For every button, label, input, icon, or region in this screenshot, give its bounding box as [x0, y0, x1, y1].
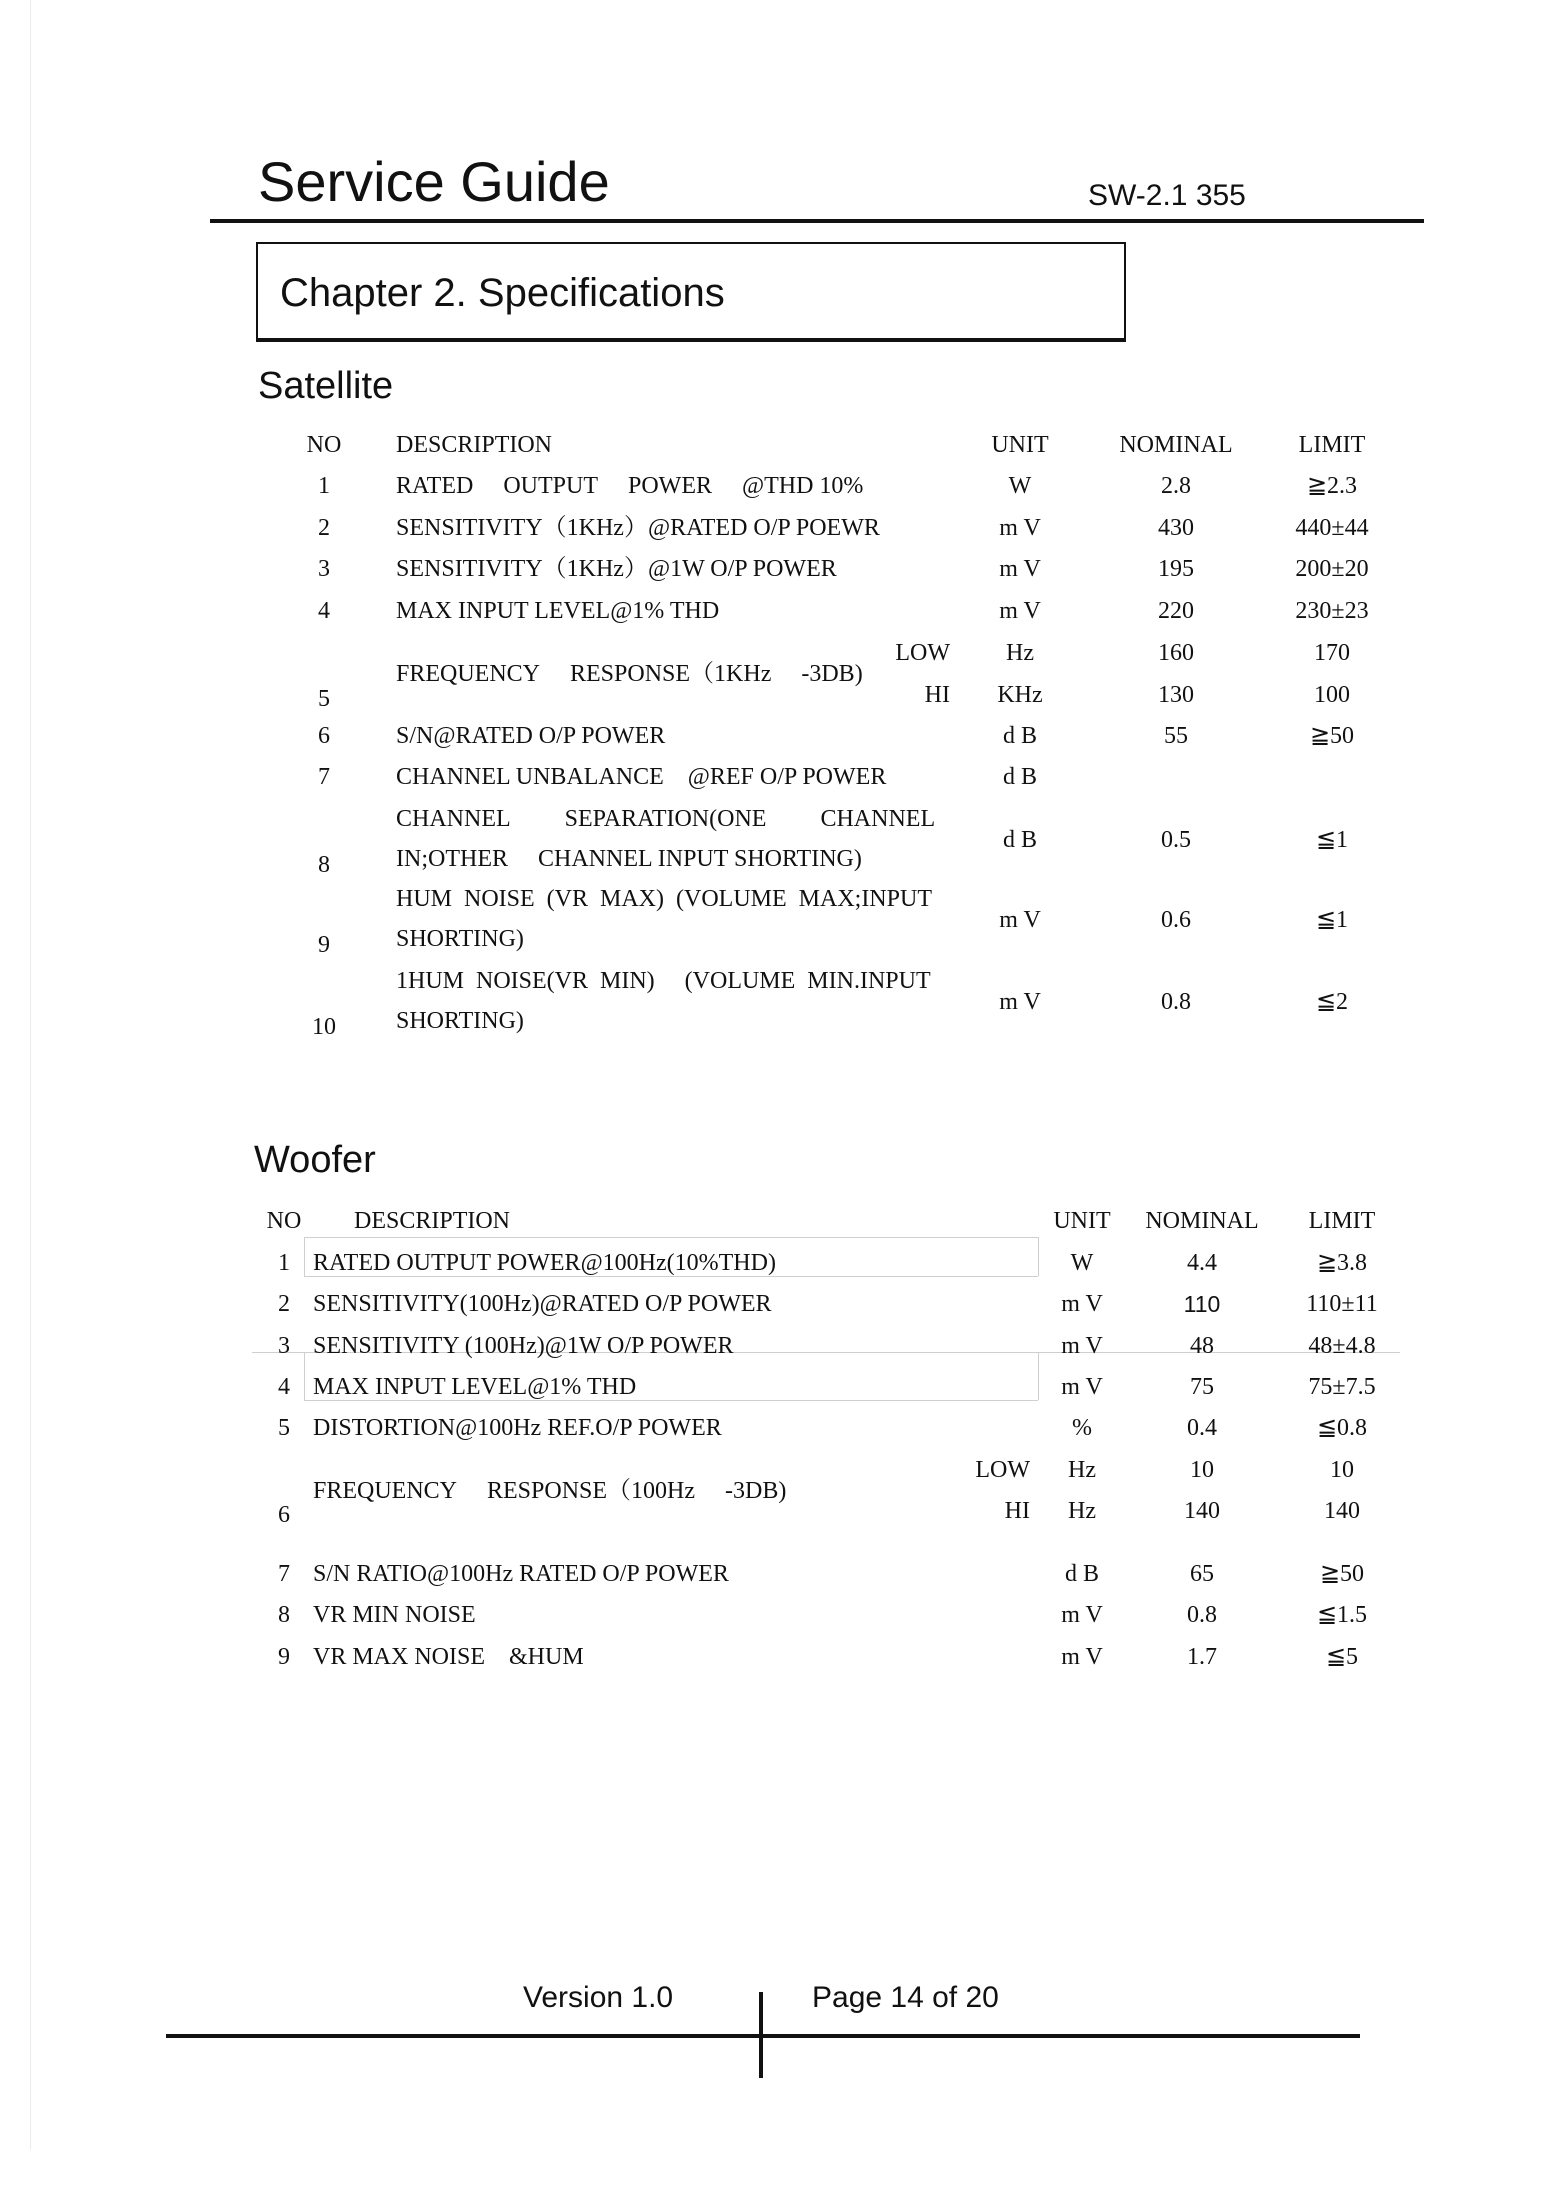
row-description: FREQUENCY RESPONSE（100Hz -3DB)	[313, 1478, 787, 1504]
row-number: 3	[318, 556, 330, 582]
row-number: 2	[278, 1291, 290, 1317]
footer-rule	[166, 2034, 1360, 2038]
nominal-cell: 75	[1190, 1374, 1214, 1400]
nominal-cell: 10	[1190, 1457, 1214, 1483]
nominal-cell: 0.8	[1161, 989, 1191, 1015]
row-number: 8	[278, 1602, 290, 1628]
column-header-description: DESCRIPTION	[354, 1208, 511, 1234]
nominal-cell: 48	[1190, 1333, 1214, 1359]
woofer-section-title: Woofer	[254, 1139, 376, 1181]
row-number: 2	[318, 515, 330, 541]
unit-cell: m V	[999, 556, 1041, 582]
row-number: 5	[318, 686, 330, 712]
row-number: 6	[278, 1502, 290, 1528]
row-description: VR MAX NOISE &HUM	[313, 1644, 584, 1670]
nominal-cell: 0.4	[1187, 1415, 1217, 1441]
column-header-nominal: NOMINAL	[1145, 1208, 1259, 1234]
nominal-cell: 4.4	[1187, 1250, 1217, 1276]
unit-cell: KHz	[997, 682, 1043, 708]
row-number: 7	[278, 1561, 290, 1587]
unit-cell: %	[1072, 1415, 1092, 1441]
limit-cell: ≦1.5	[1316, 1602, 1368, 1628]
unit-cell: Hz	[1068, 1457, 1096, 1483]
row-description-line2: SHORTING)	[396, 1008, 524, 1034]
unit-cell: d B	[1064, 1561, 1100, 1587]
row-description: SENSITIVITY（1KHz）@RATED O/P POEWR	[396, 515, 880, 541]
nominal-cell: 65	[1190, 1561, 1214, 1587]
row-description: SENSITIVITY(100Hz)@RATED O/P POWER	[313, 1291, 772, 1317]
band-label-hi: HI	[1004, 1498, 1030, 1524]
row-description-line2: SHORTING)	[396, 926, 524, 952]
nominal-cell: 0.8	[1187, 1602, 1217, 1628]
limit-cell: ≧50	[1319, 1561, 1365, 1587]
column-header-description: DESCRIPTION	[396, 432, 553, 458]
unit-cell: m V	[1061, 1602, 1103, 1628]
row-number: 6	[318, 723, 330, 749]
unit-cell: d B	[1002, 764, 1038, 790]
nominal-cell: 130	[1158, 682, 1194, 708]
unit-cell: d B	[1002, 827, 1038, 853]
nominal-cell: 110	[1183, 1291, 1221, 1317]
row-number: 3	[278, 1333, 290, 1359]
unit-cell: m V	[1061, 1374, 1103, 1400]
limit-cell: 100	[1314, 682, 1350, 708]
unit-cell: m V	[999, 598, 1041, 624]
limit-cell: 440±44	[1295, 515, 1369, 541]
row-description: VR MIN NOISE	[313, 1602, 476, 1628]
limit-cell: 110±11	[1306, 1291, 1378, 1317]
document-title: Service Guide	[258, 150, 610, 213]
row-number: 8	[318, 852, 330, 878]
row-number: 7	[318, 764, 330, 790]
chapter-heading-box	[256, 242, 1126, 342]
row-description: RATED OUTPUT POWER @THD 10%	[396, 473, 864, 499]
limit-cell: 200±20	[1295, 556, 1369, 582]
limit-cell: ≧2.3	[1306, 473, 1358, 499]
row-number: 1	[278, 1250, 290, 1276]
unit-cell: m V	[1061, 1644, 1103, 1670]
limit-cell: ≦1	[1315, 827, 1349, 853]
unit-cell: m V	[1061, 1291, 1103, 1317]
column-header-no: NO	[266, 1208, 302, 1234]
nominal-cell: 160	[1158, 640, 1194, 666]
nominal-cell: 195	[1158, 556, 1194, 582]
row-description: FREQUENCY RESPONSE（1KHz -3DB)	[396, 661, 863, 687]
column-header-unit: UNIT	[1053, 1208, 1111, 1234]
limit-cell: ≧3.8	[1316, 1250, 1368, 1276]
unit-cell: Hz	[1068, 1498, 1096, 1524]
row-number: 9	[278, 1644, 290, 1670]
satellite-section-title: Satellite	[258, 365, 394, 407]
row-description-line1: 1HUM NOISE(VR MIN) (VOLUME MIN.INPUT	[396, 968, 931, 994]
row-number: 10	[312, 1014, 336, 1040]
row-number: 9	[318, 932, 330, 958]
row-number: 5	[278, 1415, 290, 1441]
row-description: CHANNEL UNBALANCE @REF O/P POWER	[396, 764, 887, 790]
footer-page-number: Page 14 of 20	[812, 1981, 999, 2014]
row-number: 1	[318, 473, 330, 499]
row-description: SENSITIVITY (100Hz)@1W O/P POWER	[313, 1333, 734, 1359]
nominal-cell: 55	[1164, 723, 1188, 749]
nominal-cell: 0.5	[1161, 827, 1191, 853]
limit-cell: 140	[1324, 1498, 1360, 1524]
unit-cell: Hz	[1006, 640, 1034, 666]
column-header-no: NO	[306, 432, 342, 458]
unit-cell: W	[1008, 473, 1032, 499]
nominal-cell: 1.7	[1187, 1644, 1217, 1670]
nominal-cell: 2.8	[1161, 473, 1191, 499]
limit-cell: ≦0.8	[1316, 1415, 1368, 1441]
band-label-hi: HI	[924, 682, 950, 708]
unit-cell: m V	[1061, 1333, 1103, 1359]
row-description-line1: CHANNEL SEPARATION(ONE CHANNEL	[396, 806, 936, 832]
limit-cell: ≦1	[1315, 907, 1349, 933]
limit-cell: 75±7.5	[1308, 1374, 1376, 1400]
limit-cell: 48±4.8	[1308, 1333, 1376, 1359]
unit-cell: d B	[1002, 723, 1038, 749]
row-description: SENSITIVITY（1KHz）@1W O/P POWER	[396, 556, 837, 582]
row-description: S/N@RATED O/P POWER	[396, 723, 666, 749]
page-edge-line	[30, 0, 31, 2150]
row-number: 4	[278, 1374, 290, 1400]
unit-cell: m V	[999, 989, 1041, 1015]
limit-cell: 170	[1314, 640, 1350, 666]
footer-version: Version 1.0	[523, 1981, 674, 2014]
row-description: DISTORTION@100Hz REF.O/P POWER	[313, 1415, 722, 1441]
row-description-line1: HUM NOISE (VR MAX) (VOLUME MAX;INPUT	[396, 886, 932, 912]
column-header-limit: LIMIT	[1308, 1208, 1376, 1234]
limit-cell: 230±23	[1295, 598, 1369, 624]
unit-cell: m V	[999, 515, 1041, 541]
row-description: MAX INPUT LEVEL@1% THD	[313, 1374, 637, 1400]
nominal-cell: 430	[1158, 515, 1194, 541]
row-description: S/N RATIO@100Hz RATED O/P POWER	[313, 1561, 729, 1587]
limit-cell: ≦2	[1315, 989, 1349, 1015]
limit-cell: ≦5	[1325, 1644, 1359, 1670]
column-header-unit: UNIT	[991, 432, 1049, 458]
nominal-cell: 220	[1158, 598, 1194, 624]
row-number: 4	[318, 598, 330, 624]
row-description-line2: IN;OTHER CHANNEL INPUT SHORTING)	[396, 846, 862, 872]
band-label-low: LOW	[975, 1457, 1030, 1483]
unit-cell: W	[1070, 1250, 1094, 1276]
column-header-nominal: NOMINAL	[1119, 432, 1233, 458]
limit-cell: ≧50	[1309, 723, 1355, 749]
model-number: SW-2.1 355	[1088, 179, 1246, 212]
band-label-low: LOW	[895, 640, 950, 666]
row-description: RATED OUTPUT POWER@100Hz(10%THD)	[313, 1250, 776, 1276]
nominal-cell: 0.6	[1161, 907, 1191, 933]
header-rule	[210, 219, 1424, 223]
limit-cell: 10	[1330, 1457, 1354, 1483]
column-header-limit: LIMIT	[1298, 432, 1366, 458]
chapter-title: Chapter 2. Specifications	[280, 271, 725, 315]
nominal-cell: 140	[1184, 1498, 1220, 1524]
footer-divider	[759, 1992, 763, 2078]
row-description: MAX INPUT LEVEL@1% THD	[396, 598, 720, 624]
unit-cell: m V	[999, 907, 1041, 933]
